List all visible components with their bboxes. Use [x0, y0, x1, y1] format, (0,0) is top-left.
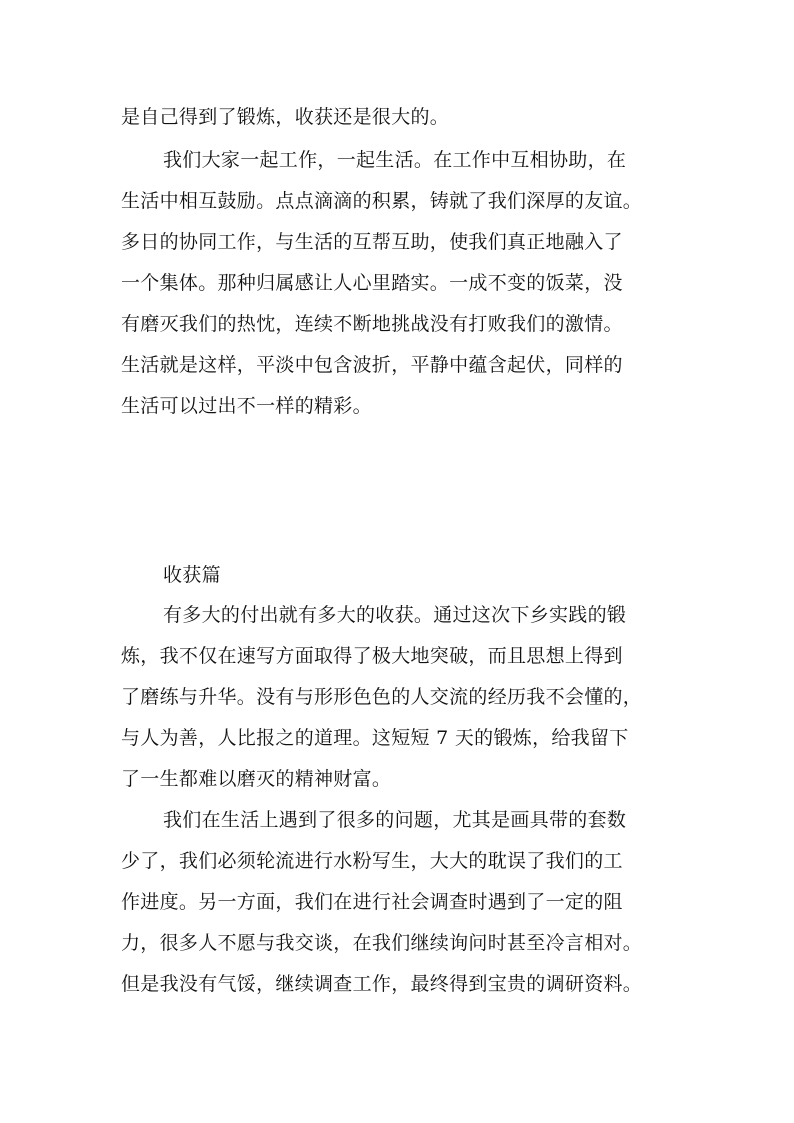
paragraph-line: 但是我没有气馁，继续调查工作，最终得到宝贵的调研资料。 [121, 973, 643, 995]
paragraph-line: 我们在生活上遇到了很多的问题，尤其是画具带的套数 [163, 809, 627, 831]
paragraph-line: 与人为善，人比报之的道理。这短短 7 天的锻炼，给我留下 [121, 727, 629, 749]
paragraph-line: 少了，我们必须轮流进行水粉写生，大大的耽误了我们的工 [121, 850, 623, 872]
paragraph-line: 作进度。另一方面，我们在进行社会调查时遇到了一定的阻 [121, 891, 623, 913]
paragraph-line: 生活可以过出不一样的精彩。 [121, 395, 372, 417]
paragraph-line: 一个集体。那种归属感让人心里踏实。一成不变的饭菜，没 [121, 272, 623, 294]
paragraph-line: 生活中相互鼓励。点点滴滴的积累，铸就了我们深厚的友谊。 [121, 190, 643, 212]
paragraph-line: 了一生都难以磨灭的精神财富。 [121, 768, 392, 790]
paragraph-line: 生活就是这样，平淡中包含波折，平静中蕴含起伏，同样的 [121, 354, 623, 376]
paragraph-line: 有磨灭我们的热忱，连续不断地挑战没有打败我们的激情。 [121, 313, 623, 335]
paragraph-line: 我们大家一起工作，一起生活。在工作中互相协助，在 [163, 149, 627, 171]
paragraph-line: 力，很多人不愿与我交谈，在我们继续询问时甚至冷言相对。 [121, 932, 643, 954]
paragraph-line: 了磨练与升华。没有与形形色色的人交流的经历我不会懂的， [121, 686, 643, 708]
paragraph-line: 有多大的付出就有多大的收获。通过这次下乡实践的锻 [163, 604, 627, 626]
paragraph-line: 炼，我不仅在速写方面取得了极大地突破，而且思想上得到 [121, 645, 623, 667]
section-heading: 收获篇 [163, 564, 221, 586]
paragraph-line: 多日的协同工作，与生活的互帮互助，使我们真正地融入了 [121, 231, 623, 253]
paragraph-line: 是自己得到了锻炼，收获还是很大的。 [121, 106, 450, 128]
